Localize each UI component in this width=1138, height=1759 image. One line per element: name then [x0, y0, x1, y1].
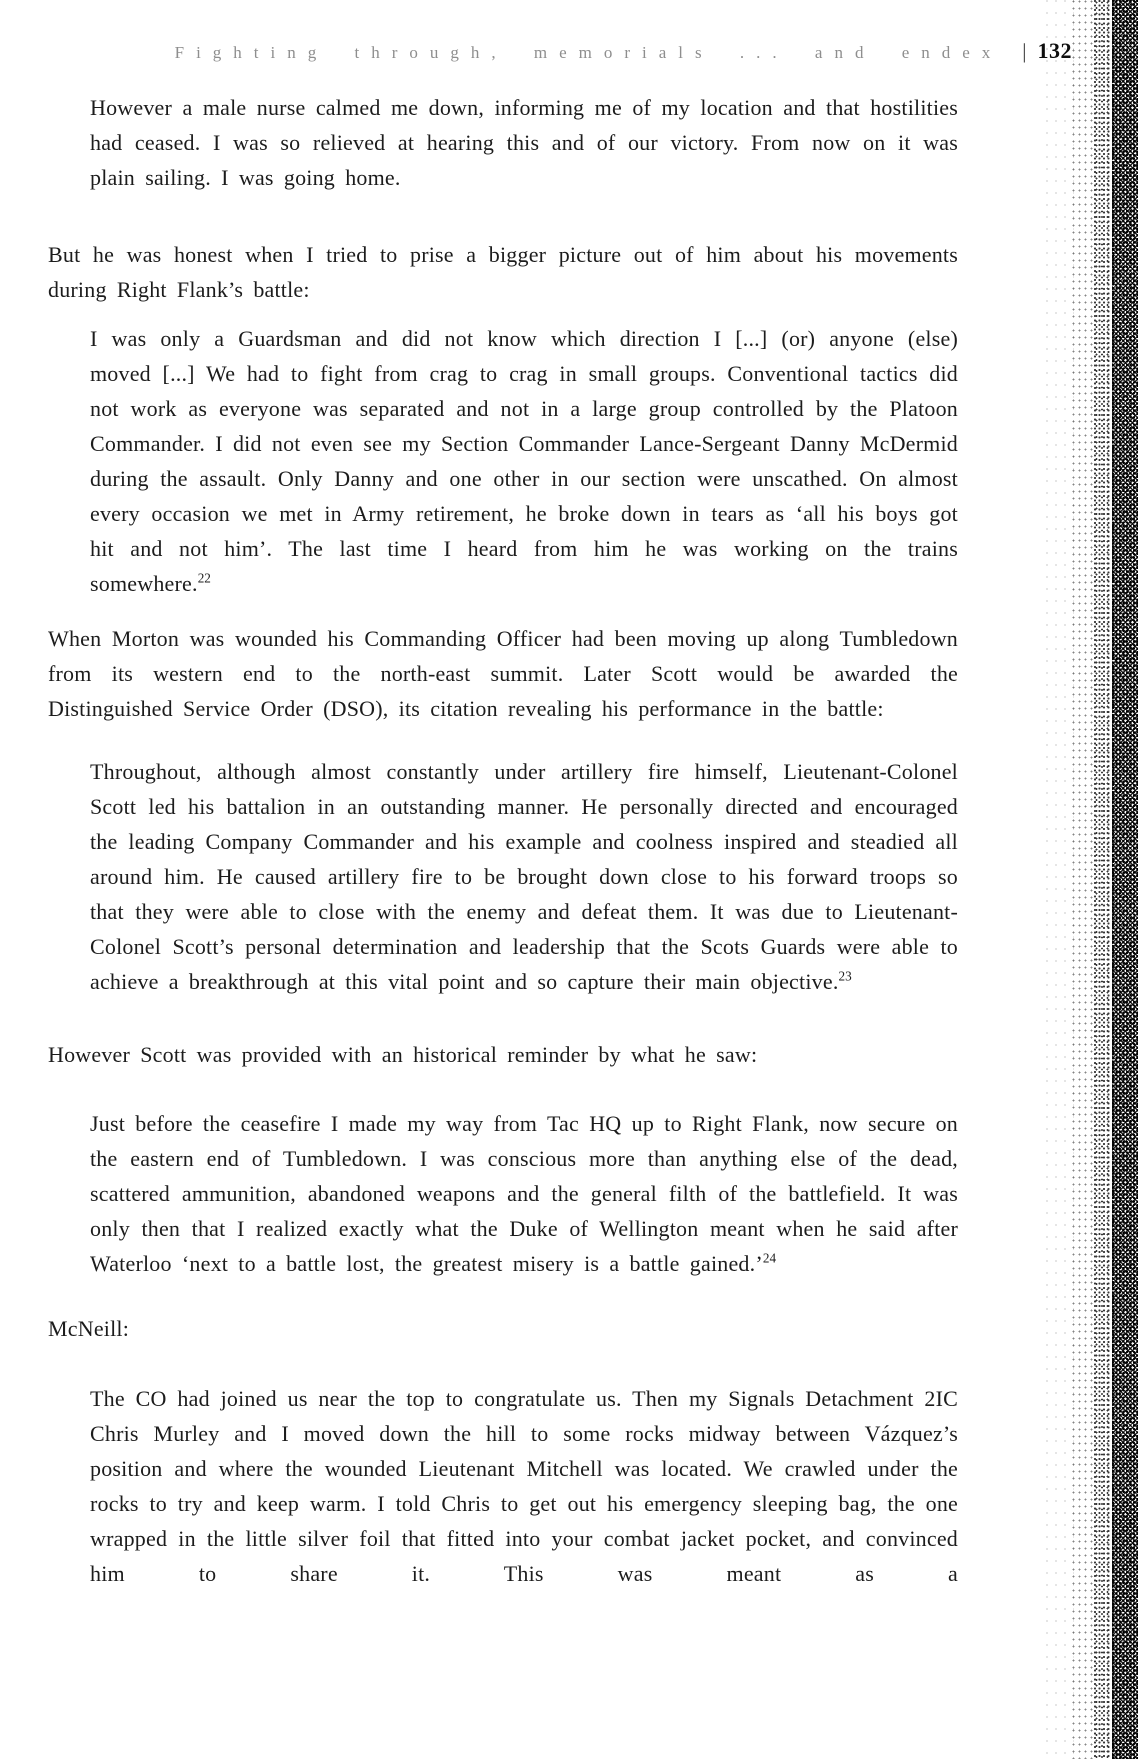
edge-noise-sparse	[1072, 0, 1096, 1759]
edge-noise-outer	[1046, 0, 1074, 1759]
footnote-reference: 24	[762, 1250, 777, 1266]
header-separator: |	[1022, 39, 1027, 63]
body-paragraph	[48, 1037, 958, 1072]
footnote-reference: 22	[197, 570, 211, 586]
quote-paragraph-guardsman	[90, 321, 958, 601]
body-paragraph	[48, 621, 958, 726]
paragraph-text: But he was honest when I tried to prise a bigger picture out of him about his movements during Right Flank’s battle:	[48, 242, 958, 302]
paragraph-text: However a male nurse calmed me down, informing me of my location and that hostilities had ceased. I was so relieved at hearing this and of our victory. From now on it was plain sailing. I was going home.	[90, 95, 958, 190]
body-paragraph	[48, 237, 958, 307]
edge-noise-dense	[1112, 0, 1138, 1759]
footnote-reference: 23	[838, 968, 852, 984]
paragraph-text: The CO had joined us near the top to congratulate us. Then my Signals Detachment 2IC Chris Murley and I moved down the hill to some rocks midway between Vázquez’s position and where the wounded Lieutenant Mitchell was located. We crawled under the rocks to try and keep warm. I told Chris to get out his emergency sleeping bag, the one wrapped in the little silver foil that fitted into your combat jacket pocket, and convinced him to share it. This was meant as a	[90, 1386, 958, 1586]
paragraph-text: McNeill:	[48, 1316, 130, 1341]
quote-paragraph-dso-citation	[90, 754, 958, 999]
paragraph-text: Throughout, although almost constantly under artillery fire himself, Lieutenant-Colonel Scott led his battalion in an outstanding manner. He personally directed and encouraged the leading Company Commander and his example and coolness inspired and steadied all around him. He caused artillery fire to be brought down close to his forward troops so that they were able to close with the enemy and defeat them. It was due to Lieutenant-Colonel Scott’s personal determination and leadership that the Scots Guards were able to achieve a breakthrough at this vital point and so capture their main objective.	[90, 759, 958, 994]
paragraph-text: However Scott was provided with an historical reminder by what he saw:	[48, 1042, 758, 1067]
page-number: 132	[1037, 38, 1072, 63]
body-paragraph-mcneill	[48, 1311, 958, 1346]
paragraph-text: I was only a Guardsman and did not know which direction I [...] (or) anyone (else) moved [...] We had to fight from crag to crag in small groups. Conventional tactics did not work as everyone was separated and not in a large group controlled by the Platoon Commander. I did not even see my Section Commander Lance-Sergeant Danny McDermid during the assault. Only Danny and one other in our section were unscathed. On almost every occasion we met in Army retirement, he broke down in tears as ‘all his boys got hit and not him’. The last time I heard from him he was working on the trains somewhere.	[90, 326, 958, 596]
running-header	[120, 38, 1072, 64]
paragraph-text: Just before the ceasefire I made my way from Tac HQ up to Right Flank, now secure on the eastern end of Tumbledown. I was conscious more than anything else of the dead, scattered ammunition, abandoned weapons and the general filth of the battlefield. It was only then that I realized exactly what the Duke of Wellington meant when he said after Waterloo ‘next to a battle lost, the greatest misery is a battle gained.’	[90, 1111, 958, 1276]
quote-paragraph-continuation	[90, 90, 958, 195]
quote-paragraph-ceasefire	[90, 1106, 958, 1281]
quote-paragraph-mcneill	[90, 1381, 958, 1591]
paragraph-text: When Morton was wounded his Commanding Officer had been moving up along Tumbledown from its western end to the north-east summit. Later Scott would be awarded the Distinguished Service Order (DSO), its citation revealing his performance in the battle:	[48, 626, 958, 721]
text-column	[48, 90, 958, 1591]
edge-noise-medium	[1094, 0, 1114, 1759]
chapter-title: Fighting through, memorials ... and endex	[174, 43, 1003, 62]
